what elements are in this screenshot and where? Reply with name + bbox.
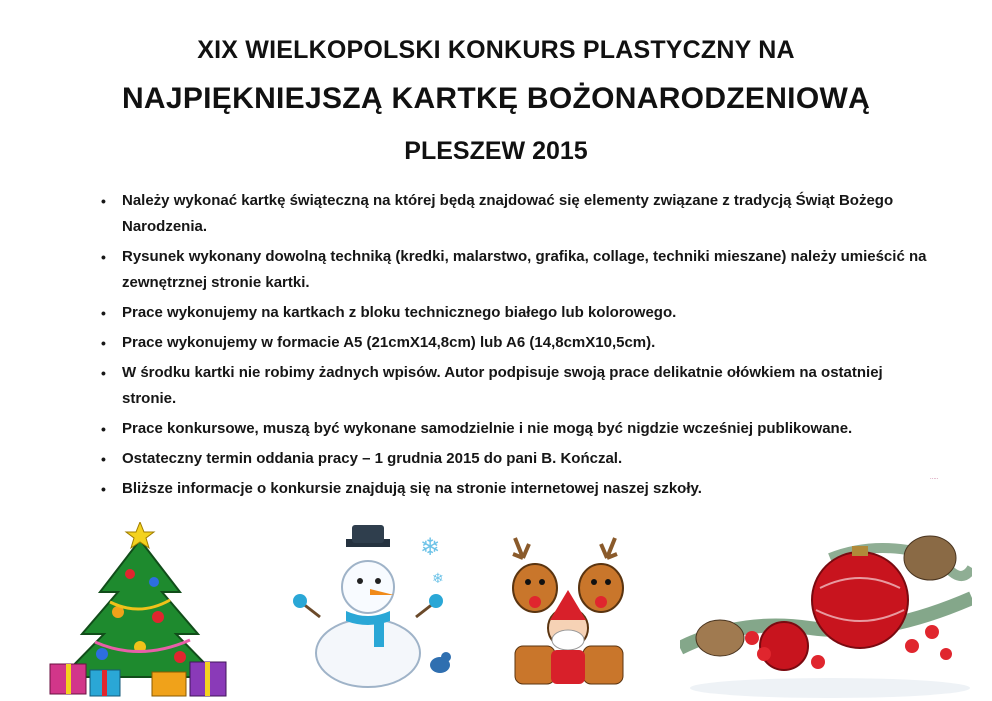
contest-title-line1: XIX WIELKOPOLSKI KONKURS PLASTYCZNY NA [197, 36, 795, 64]
bullet-icon: • [101, 421, 106, 437]
contest-title-line2: NAJPIĘKNIEJSZĄ KARTKĘ BOŻONARODZENIOWĄ [121, 82, 871, 115]
christmas-tree-icon [40, 522, 240, 700]
svg-text:❄: ❄ [420, 533, 441, 561]
bullet-icon: • [101, 335, 106, 351]
ornaments-icon [680, 528, 972, 698]
bullet-icon: • [101, 451, 106, 467]
rule-text: Prace wykonujemy na kartkach z bloku technicznego białego lub kolorowego. [122, 304, 677, 321]
rule-item [98, 244, 928, 296]
rule-item [98, 300, 928, 326]
rule-item [98, 416, 928, 442]
rule-text: Prace wykonujemy w formacie A5 (21cmX14,8cm) lub A6 (14,8cmX10,5cm). [122, 334, 656, 351]
svg-text:❄: ❄ [432, 571, 444, 587]
rule-item [98, 476, 928, 502]
rule-text: Prace konkursowe, muszą być wykonane samodzielnie i nie mogą być nigdzie wcześniej publikowane. [122, 420, 853, 437]
bullet-icon: • [101, 365, 106, 381]
rule-item [98, 360, 928, 412]
rule-item [98, 330, 928, 356]
rule-text: W środku kartki nie robimy żadnych wpisów. Autor podpisuje swoją prace delikatnie ołówkiem na ostatniej stronie. [122, 364, 883, 407]
bullet-icon: • [101, 481, 106, 497]
rule-item [98, 446, 928, 472]
rule-text: Należy wykonać kartkę świąteczną na której będą znajdować się elementy związane z tradycją Świąt Bożego Narodzenia. [122, 192, 894, 235]
snowman-icon [290, 525, 465, 690]
bullet-icon: • [101, 193, 106, 209]
reindeer-icon [495, 528, 645, 688]
rule-text: Ostateczny termin oddania pracy – 1 grudnia 2015 do pani B. Kończal. [122, 450, 623, 467]
watermark: ····· [930, 476, 939, 482]
rule-item [98, 188, 928, 240]
rule-text: Rysunek wykonany dowolną techniką (kredki, malarstwo, grafika, collage, techniki mieszane) należy umieścić na zewnętrznej stronie kartki. [122, 248, 927, 291]
bullet-icon: • [101, 249, 106, 265]
rules-list [98, 188, 928, 506]
contest-title-line3: PLESZEW 2015 [404, 137, 588, 165]
rule-text: Bliższe informacje o konkursie znajdują się na stronie internetowej naszej szkoły. [122, 480, 702, 497]
bullet-icon: • [101, 305, 106, 321]
